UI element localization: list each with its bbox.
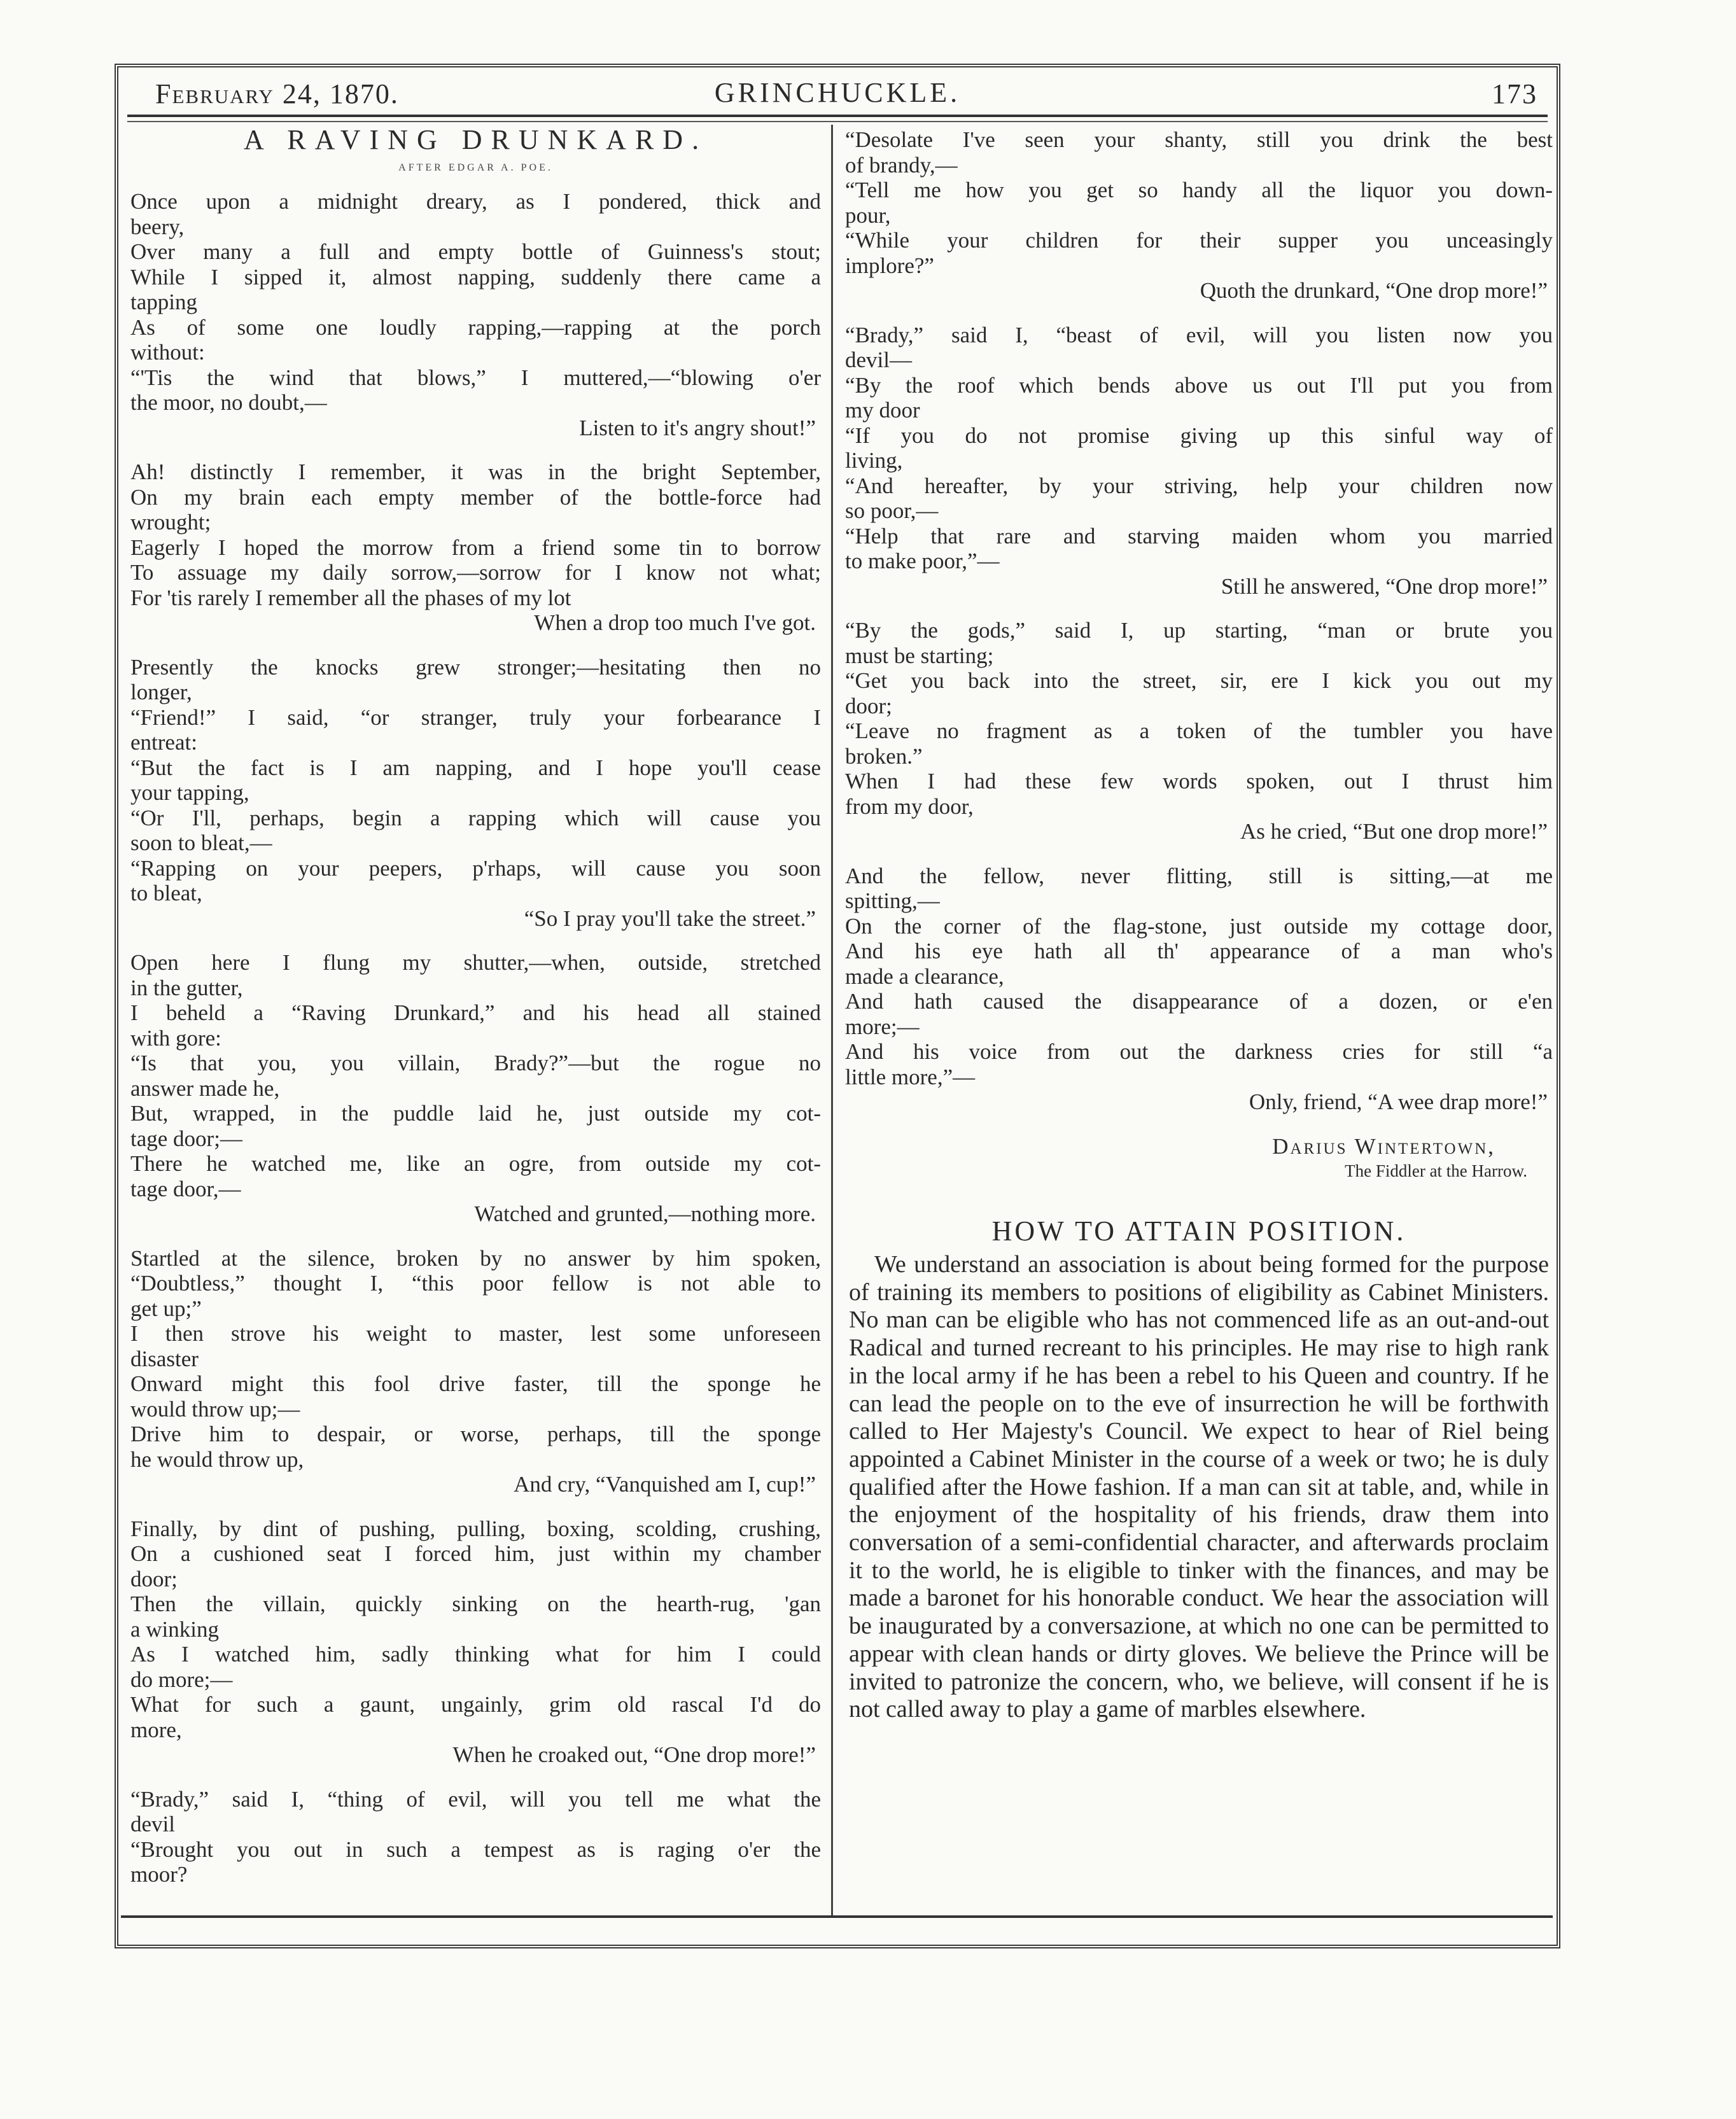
poem-line: On a cushioned seat I forced him, just within my chamber	[130, 1541, 821, 1566]
poem-refrain: When he croaked out, “One drop more!”	[452, 1742, 816, 1767]
poem-stanza	[130, 189, 821, 440]
poem-line: “Is that you, you villain, Brady?”—but the rogue no	[130, 1051, 821, 1075]
column-divider	[831, 125, 833, 1917]
poem-line: “Brought you out in such a tempest as is raging o'er the	[130, 1836, 821, 1862]
poem-line: “Brady,” said I, “beast of evil, will you listen now you	[845, 322, 1553, 347]
page-number: 173	[1492, 78, 1537, 109]
poem-line: For 'tis rarely I remember all the phases of my lot	[130, 585, 571, 610]
poem-line: “Get you back into the street, sir, ere I kick you out my	[845, 668, 1553, 693]
poem-line: And his voice from out the darkness cries for still “a	[845, 1039, 1553, 1064]
article-body: We understand an association is about being formed for the purpose of training its members to positions of eligibility as Cabinet Ministers. No man can be eligible who has not commenced life as an out-and-out Radical and turned recreant to his principles. He may rise to high rank in the local army if he has been a rebel to his Queen and country. If he can lead the people on to the eve of insurrection he will be forthwith called to Her Majesty's Council. We expect to hear of Riel being appointed a Cabinet Minister in the course of a week or two; he is duly qualified after the Howe fashion. If a man can sit at table, and, while in the enjoyment of the hospitality of his friends, draw them into conversation of a semi-confidential character, and afterwards proclaim it to the world, he is eligible to tinker with the finances, and may be made a baronet for his honorable conduct. We hear the association will be inaugurated by a conversazione, at which no one can be permitted to appear with clean hands or dirty gloves. We believe the Prince will be invited to patronize the concern, who, we believe, will consent if he is not called away to play a game of marbles elsewhere.	[849, 1251, 1549, 1723]
poem-line: a winking	[130, 1616, 220, 1642]
poem-line: “Help that rare and starving maiden whom you married	[845, 523, 1553, 549]
poem-stanza	[845, 864, 1553, 1115]
poem-stanza	[845, 127, 1553, 304]
poem-line: “Brady,” said I, “thing of evil, will you tell me what the	[130, 1786, 821, 1812]
poem-line: “If you do not promise giving up this sinful way of	[845, 423, 1553, 448]
poem-line: To assuage my daily sorrow,—sorrow for I know not what;	[130, 560, 821, 585]
poem-refrain: Watched and grunted,—nothing more.	[474, 1201, 816, 1226]
poem-line: “By the gods,” said I, up starting, “man or brute you	[845, 618, 1553, 643]
page-header	[127, 71, 1548, 117]
poem-refrain: Still he answered, “One drop more!”	[1221, 573, 1548, 599]
poem-line: more,	[130, 1717, 182, 1742]
article-title: HOW TO ATTAIN POSITION.	[991, 1215, 1406, 1247]
poem-line: do more;—	[130, 1667, 233, 1692]
poem-line: would throw up;—	[130, 1396, 300, 1422]
poem-line: Presently the knocks grew stronger;—hesitating then no	[130, 654, 821, 680]
poem-line: implore?”	[845, 253, 934, 278]
poem-refrain: And cry, “Vanquished am I, cup!”	[514, 1472, 816, 1497]
poem-stanza	[130, 655, 821, 932]
poem-line: “Desolate I've seen your shanty, still you drink the best	[845, 127, 1553, 152]
poem-signature	[845, 1134, 1553, 1184]
poem-stanza	[130, 1246, 821, 1497]
poem-line: from my door,	[845, 794, 974, 819]
poem-refrain: When a drop too much I've got.	[534, 610, 816, 635]
poem-line: devil—	[845, 347, 912, 372]
poem-line: disaster	[130, 1346, 199, 1371]
poem-line: tage door;—	[130, 1126, 242, 1151]
signature-name: Darius Wintertown,	[1272, 1133, 1495, 1159]
poem-line: to bleat,	[130, 881, 202, 906]
poem-title: A RAVING DRUNKARD.	[243, 124, 708, 155]
poem-line: Ah! distinctly I remember, it was in the bright September,	[130, 459, 821, 484]
poem-line: As I watched him, sadly thinking what for him I could	[130, 1642, 821, 1667]
poem-line: “By the roof which bends above us out I'll put you from	[845, 372, 1553, 398]
poem-line: I then strove his weight to master, lest some unforeseen	[130, 1321, 821, 1346]
poem-byline: AFTER EDGAR A. POE.	[398, 162, 553, 173]
poem-stanza	[845, 323, 1553, 599]
poem-line: spitting,—	[845, 888, 940, 913]
poem-line: entreat:	[130, 730, 197, 755]
poem-stanzas-left	[130, 189, 821, 1887]
poem-stanza	[130, 1787, 821, 1887]
poem-line: On my brain each empty member of the bottle-force had	[130, 484, 821, 510]
poem-line: without:	[130, 340, 205, 365]
poem-stanza	[130, 459, 821, 636]
poem-refrain: “So I pray you'll take the street.”	[524, 906, 816, 931]
poem-line: “But the fact is I am napping, and I hope you'll cease	[130, 755, 821, 780]
poem-line: must be starting;	[845, 643, 994, 668]
poem-line: Finally, by dint of pushing, pulling, boxing, scolding, crushing,	[130, 1516, 821, 1541]
poem-line: pour,	[845, 202, 891, 228]
poem-line: door;	[130, 1566, 178, 1591]
poem-line: “Friend!” I said, “or stranger, truly your forbearance I	[130, 704, 821, 730]
poem-stanzas-right	[845, 127, 1553, 1115]
header-rule	[127, 121, 1548, 122]
poem-line: I beheld a “Raving Drunkard,” and his head all stained	[130, 1000, 821, 1025]
poem-line: Startled at the silence, broken by no answer by him spoken,	[130, 1245, 821, 1271]
poem-line: “Rapping on your peepers, p'rhaps, will cause you soon	[130, 855, 821, 881]
poem-line: Onward might this fool drive faster, till the sponge he	[130, 1371, 821, 1396]
bottom-rule	[121, 1915, 1553, 1918]
poem-line: While I sipped it, almost napping, suddenly there came a	[130, 264, 821, 290]
poem-line: the moor, no doubt,—	[130, 390, 327, 415]
poem-line: made a clearance,	[845, 963, 1004, 989]
poem-line: Open here I flung my shutter,—when, outside, stretched	[130, 950, 821, 975]
poem-line: On the corner of the flag-stone, just outside my cottage door,	[845, 913, 1553, 939]
poem-line: As of some one loudly rapping,—rapping at the porch	[130, 314, 821, 340]
poem-line: There he watched me, like an ogre, from outside my cot-	[130, 1151, 821, 1176]
poem-stanza	[845, 618, 1553, 844]
poem-line: wrought;	[130, 510, 211, 535]
poem-line: moor?	[130, 1862, 188, 1887]
left-column	[130, 124, 821, 1906]
poem-line: your tapping,	[130, 780, 249, 805]
poem-line: more;—	[845, 1014, 920, 1039]
poem-refrain: Listen to it's angry shout!”	[579, 415, 816, 440]
poem-line: “'Tis the wind that blows,” I muttered,—“blowing o'er	[130, 365, 821, 390]
poem-line: When I had these few words spoken, out I thrust him	[845, 769, 1553, 794]
poem-line: “While your children for their supper you unceasingly	[845, 228, 1553, 253]
poem-line: beery,	[130, 214, 185, 239]
poem-line: What for such a gaunt, ungainly, grim old rascal I'd do	[130, 1692, 821, 1717]
poem-line: so poor,—	[845, 498, 939, 523]
poem-line: “Doubtless,” thought I, “this poor fellow is not able to	[130, 1271, 821, 1296]
poem-line: “Or I'll, perhaps, begin a rapping which will cause you	[130, 805, 821, 830]
poem-line: “And hereafter, by your striving, help your children now	[845, 473, 1553, 498]
poem-line: Eagerly I hoped the morrow from a friend some tin to borrow	[130, 535, 821, 560]
poem-line: little more,”—	[845, 1064, 976, 1089]
poem-stanza	[130, 1516, 821, 1768]
right-column	[845, 127, 1553, 1724]
signature-place: The Fiddler at the Harrow.	[1345, 1161, 1527, 1180]
poem-line: And hath caused the disappearance of a dozen, or e'en	[845, 989, 1553, 1014]
poem-line: with gore:	[130, 1025, 221, 1051]
poem-line: soon to bleat,—	[130, 830, 272, 855]
poem-line: And his eye hath all th' appearance of a man who's	[845, 939, 1553, 963]
poem-line: tapping	[130, 290, 197, 314]
poem-refrain: As he cried, “But one drop more!”	[1240, 819, 1548, 844]
poem-line: longer,	[130, 680, 192, 704]
poem-line: Then the villain, quickly sinking on the hearth-rug, 'gan	[130, 1591, 821, 1616]
poem-refrain: Quoth the drunkard, “One drop more!”	[1200, 278, 1548, 303]
poem-line: Drive him to despair, or worse, perhaps, till the sponge	[130, 1422, 821, 1446]
poem-line: “Leave no fragment as a token of the tumbler you have	[845, 718, 1553, 743]
poem-line: to make poor,”—	[845, 549, 1000, 573]
issue-date: February 24, 1870.	[155, 78, 399, 109]
poem-line: But, wrapped, in the puddle laid he, just outside my cot-	[130, 1101, 821, 1126]
poem-line: my door	[845, 398, 920, 423]
poem-line: broken.”	[845, 743, 923, 769]
poem-line: he would throw up,	[130, 1446, 304, 1472]
poem-line: answer made he,	[130, 1075, 280, 1101]
poem-line: tage door,—	[130, 1176, 241, 1201]
masthead-title: GRINCHUCKLE.	[714, 77, 961, 108]
poem-refrain: Only, friend, “A wee drap more!”	[1249, 1089, 1548, 1114]
poem-line: Over many a full and empty bottle of Guinness's stout;	[130, 239, 821, 264]
poem-line: Once upon a midnight dreary, as I pondered, thick and	[130, 189, 821, 214]
poem-line: in the gutter,	[130, 975, 243, 1000]
poem-stanza	[130, 950, 821, 1227]
poem-line: door;	[845, 693, 892, 718]
poem-line: get up;”	[130, 1296, 202, 1321]
poem-line: “Tell me how you get so handy all the liquor you down-	[845, 178, 1553, 202]
poem-line: of brandy,—	[845, 152, 958, 178]
poem-line: devil	[130, 1812, 175, 1836]
poem-line: And the fellow, never flitting, still is sitting,—at me	[845, 863, 1553, 888]
poem-line: living,	[845, 448, 903, 473]
